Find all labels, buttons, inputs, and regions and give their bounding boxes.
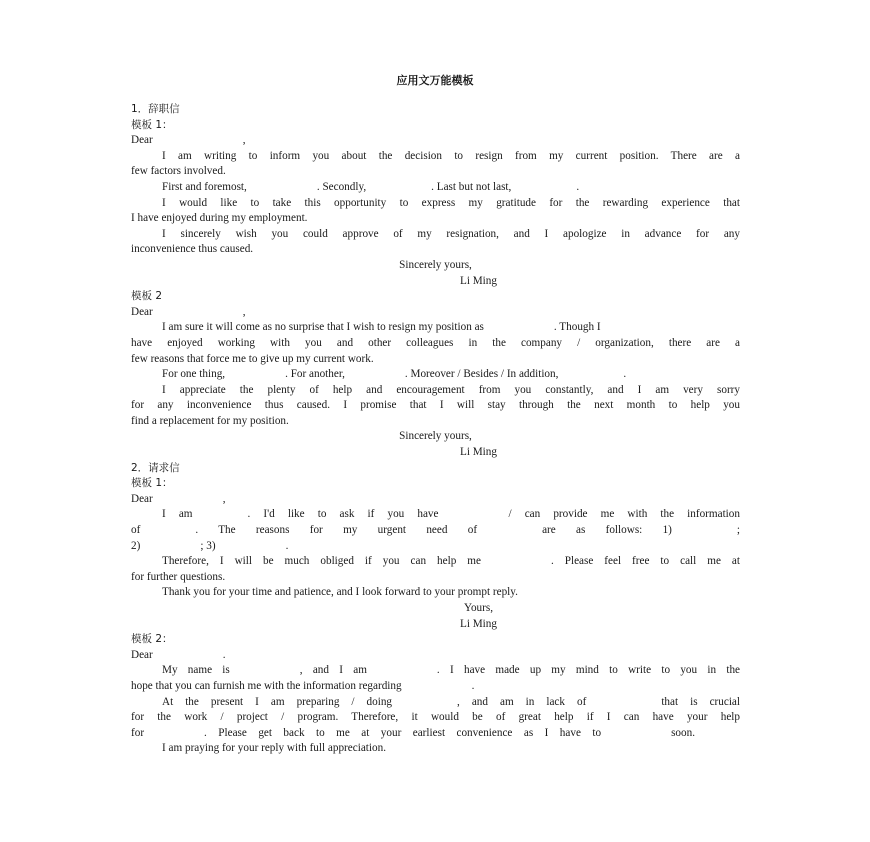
- text-fragment: of: [131, 524, 141, 537]
- text-fragment: For one thing,: [162, 368, 226, 381]
- paragraph-line: [131, 507, 740, 523]
- closing: Yours,: [463, 602, 494, 614]
- paragraph-line: for the work / project / program. Therefore, it would be of great help if I can have your help: [131, 711, 740, 724]
- text-fragment: .: [285, 539, 289, 552]
- text-fragment: 2): [131, 539, 141, 552]
- paragraph-line: [131, 679, 740, 695]
- paragraph-line: few factors involved.: [131, 165, 226, 178]
- salutation-punct: .: [222, 648, 226, 661]
- salutation: [131, 648, 740, 664]
- paragraph-line: inconvenience thus caused.: [131, 243, 254, 256]
- template-label: 模板 1：: [131, 118, 173, 131]
- text-fragment: I am: [162, 508, 193, 521]
- text-fragment: for: [131, 726, 145, 739]
- text-fragment: At the present I am preparing / doing: [162, 695, 393, 708]
- section-heading-request: 2．请求信: [131, 461, 180, 474]
- paragraph-line: I sincerely wish you could approve of my resignation, and I apologize in advance for any: [162, 227, 740, 240]
- text-fragment: . Please get back to me at your earliest convenience as I have to: [204, 726, 602, 739]
- signature-name: Li Ming: [460, 274, 497, 287]
- text-fragment: hope that you can furnish me with the information regarding: [131, 679, 402, 692]
- paragraph-line: [131, 726, 740, 742]
- text-fragment: . I'd like to ask if you have: [247, 508, 439, 521]
- text-fragment: are as follows: 1): [542, 524, 672, 537]
- text-fragment: . For another,: [285, 368, 345, 381]
- paragraph-line: [131, 663, 740, 679]
- text-fragment: .: [576, 180, 580, 193]
- paragraph-line: [131, 523, 740, 539]
- text-fragment: . Secondly,: [316, 180, 367, 193]
- paragraph-line: I would like to take this opportunity to express my gratitude for the rewarding experience that: [162, 196, 740, 209]
- template-label: 模板 1：: [131, 477, 173, 490]
- text-fragment: . Please feel free to call me at: [550, 555, 740, 568]
- text-fragment: .: [471, 679, 475, 692]
- template-label: 模板 2：: [131, 633, 173, 646]
- closing: Sincerely yours,: [399, 258, 472, 271]
- paragraph-line: [131, 554, 740, 570]
- paragraph-line: I am praying for your reply with full appreciation.: [162, 742, 386, 755]
- text-fragment: / can provide me with the information: [508, 508, 740, 521]
- text-fragment: soon.: [671, 726, 695, 739]
- paragraph-line: I am writing to inform you about the decision to resign from my current position. There are a: [162, 149, 740, 162]
- text-fragment: . Last but not last,: [431, 180, 512, 193]
- text-fragment: , and am in lack of: [457, 695, 587, 708]
- text-fragment: . The reasons for my urgent need of: [195, 524, 478, 537]
- paragraph-line: [131, 180, 740, 196]
- text-fragment: My name is: [162, 664, 230, 677]
- text-fragment: I am sure it will come as no surprise that I wish to resign my position as: [162, 321, 484, 334]
- salutation: [131, 492, 740, 508]
- paragraph-line: for any inconvenience thus caused. I promise that I will stay through the next month to help you: [131, 399, 740, 412]
- text-fragment: . Though I: [553, 321, 601, 334]
- salutation-punct: ,: [242, 134, 246, 147]
- closing: Sincerely yours,: [399, 430, 472, 443]
- paragraph-line: [131, 539, 740, 555]
- salutation: [131, 305, 740, 321]
- paragraph-line: few reasons that force me to give up my current work.: [131, 352, 374, 365]
- paragraph-line: I appreciate the plenty of help and encouragement from you constantly, and I am very sorry: [162, 383, 740, 396]
- paragraph-line: have enjoyed working with you and other colleagues in the company / organization, there are a: [131, 336, 740, 349]
- salutation-punct: ,: [222, 492, 226, 505]
- salutation-text: Dear: [131, 492, 153, 505]
- text-fragment: .: [623, 368, 627, 381]
- salutation: [131, 133, 740, 149]
- paragraph-line: for further questions.: [131, 570, 226, 583]
- paragraph-line: [131, 367, 740, 383]
- paragraph-line: find a replacement for my position.: [131, 414, 289, 427]
- text-fragment: , and I am: [299, 664, 367, 677]
- text-fragment: that is crucial: [661, 695, 741, 708]
- text-fragment: First and foremost,: [162, 180, 247, 193]
- text-fragment: . I have made up my mind to write to you in the: [436, 664, 741, 677]
- salutation-text: Dear: [131, 134, 153, 147]
- text-fragment: ;: [736, 524, 741, 537]
- paragraph-line: I have enjoyed during my employment.: [131, 212, 308, 225]
- signature-name: Li Ming: [460, 617, 497, 630]
- text-fragment: Therefore, I will be much obliged if you can help me: [162, 555, 481, 568]
- salutation-text: Dear: [131, 305, 153, 318]
- paragraph-line: [131, 695, 740, 711]
- signature-name: Li Ming: [460, 446, 497, 459]
- text-fragment: . Moreover / Besides / In addition,: [404, 368, 559, 381]
- template-label: 模板 2: [131, 290, 163, 303]
- salutation-punct: ,: [242, 305, 246, 318]
- salutation-text: Dear: [131, 648, 153, 661]
- document-body: [131, 102, 740, 757]
- document-title: 应用文万能模板: [396, 74, 474, 87]
- paragraph-line: [131, 320, 740, 336]
- text-fragment: ; 3): [200, 539, 216, 552]
- paragraph-line: Thank you for your time and patience, and I look forward to your prompt reply.: [162, 586, 518, 599]
- section-heading-resignation: 1．辞职信: [131, 103, 180, 115]
